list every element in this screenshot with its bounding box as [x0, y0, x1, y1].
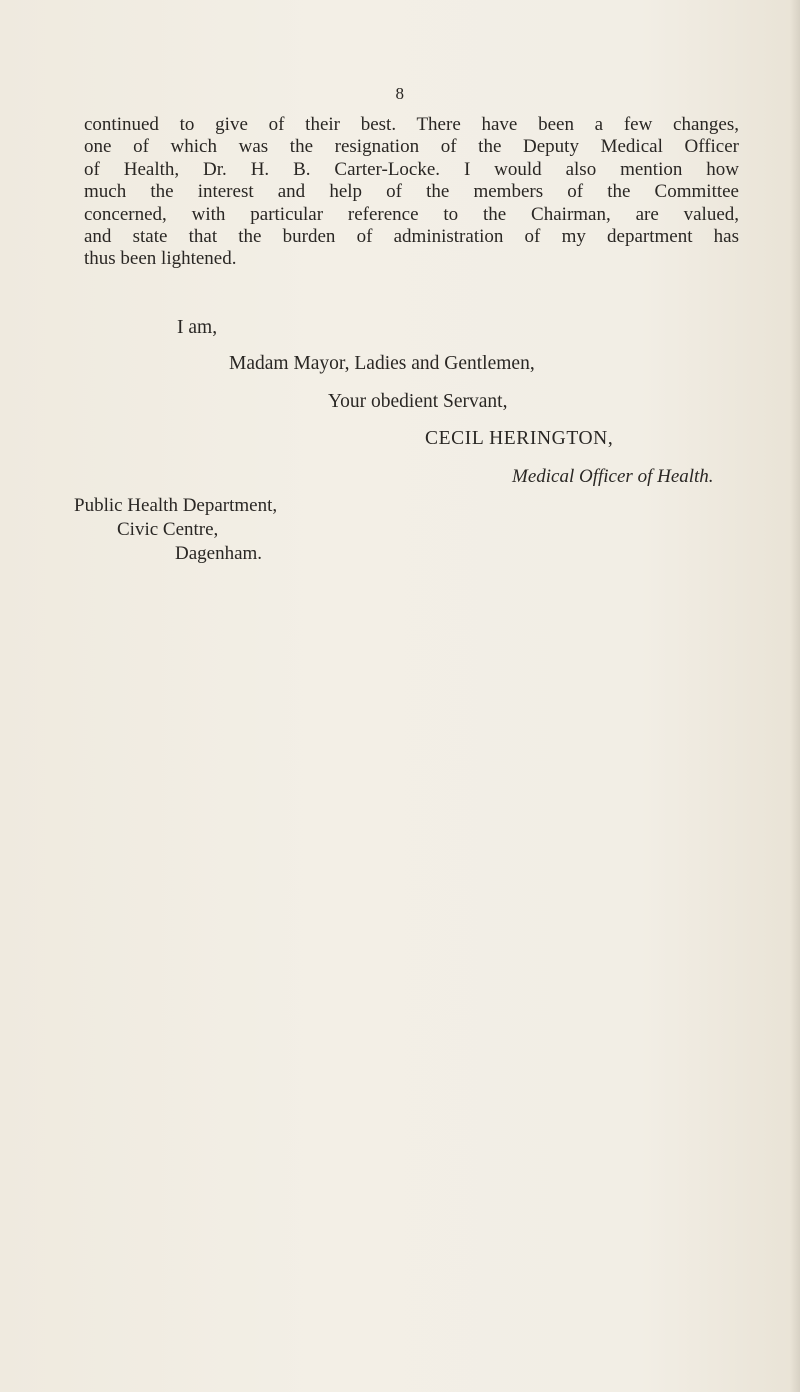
page-number: 8 — [395, 84, 405, 103]
paragraph-line-1: continued to give of their best. There have been a few changes, — [84, 114, 739, 135]
signatory-name: CECIL HERINGTON, — [425, 428, 614, 449]
closing-valediction: Your obedient Servant, — [328, 391, 508, 412]
closing-address-line: Madam Mayor, Ladies and Gentlemen, — [229, 353, 535, 374]
address-line-3: Dagenham. — [175, 543, 263, 564]
closing-salutation: I am, — [177, 317, 218, 338]
paragraph-line-4: much the interest and help of the members of the Committee — [84, 181, 739, 203]
body-paragraph — [84, 114, 739, 271]
address-line-1: Public Health Department, — [74, 495, 278, 516]
paragraph-line-2: one of which was the resignation of the Deputy Medical Officer — [84, 136, 739, 158]
address-line-2: Civic Centre, — [117, 519, 219, 540]
page-edge-shadow — [790, 0, 800, 1392]
signatory-title: Medical Officer of Health. — [512, 466, 714, 487]
paragraph-line-7: thus been lightened. — [84, 248, 237, 270]
paragraph-line-5: concerned, with particular reference to the Chairman, are valued, — [84, 203, 739, 225]
paragraph-line-3: of Health, Dr. H. B. Carter-Locke. I would also mention how — [84, 158, 739, 180]
paragraph-line-6: and state that the burden of administration of my department has — [84, 226, 739, 248]
